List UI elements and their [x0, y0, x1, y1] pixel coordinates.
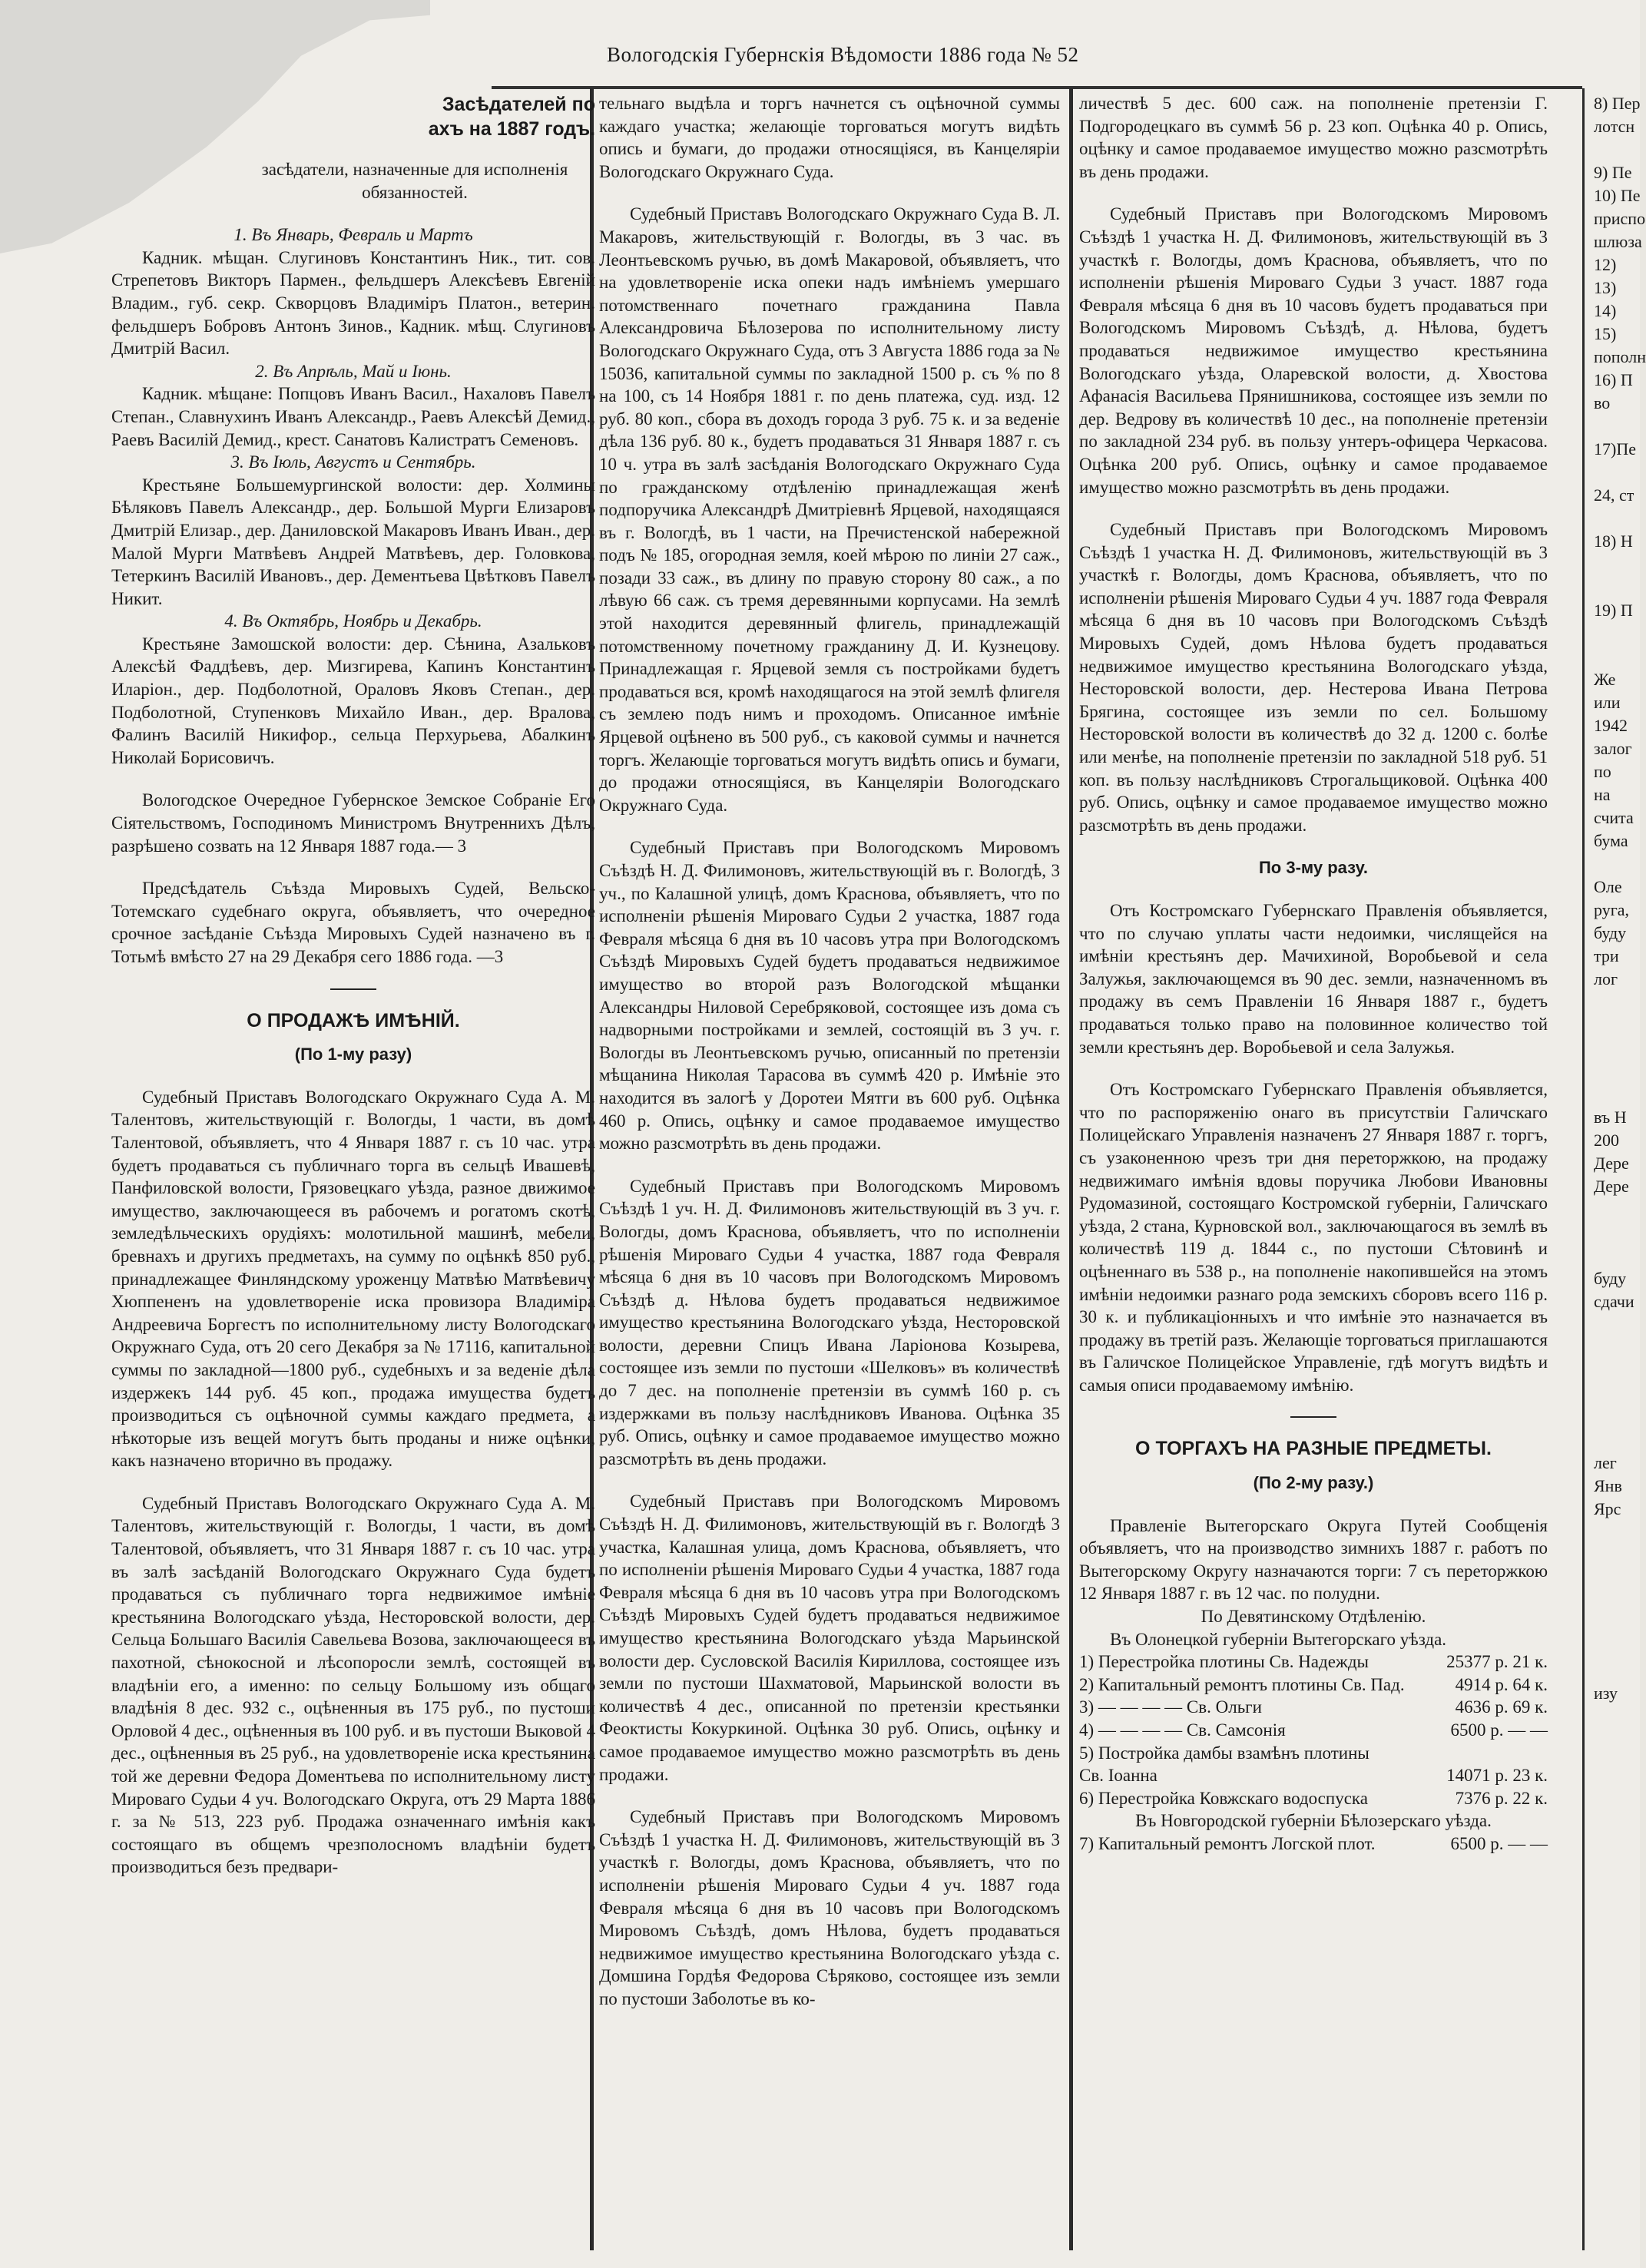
sale-notice: Судебный Приставъ при Вологодскомъ Мировомъ Съѣздѣ Н. Д. Филимоновъ, жительствующій въ г. Вологдѣ, 3 уч., по Калашной улицѣ, домъ Краснова, объявляетъ, что по исполненіи рѣшенія Мироваго Судьи 2 участка, 1887 года Февраля мѣсяца 6 дня въ 10 часовъ утра при Вологодскомъ Съѣздѣ Мировыхъ Судей будетъ продаваться недвижимое имущество во второй разъ Вологодской мѣщанки Александры Ниловой Серебряковой, состоящее изъ дома съ надворными постройками и землей, состоящій въ 3 уч. г. Вологды въ Леонтьевскомъ ручью, описанный по претензіи мѣщанина Николая Тарасова въ суммѣ 420 р. Имѣніе это находится въ залогѣ у Доротеи Мятги въ 600 руб. Оцѣнка 460 р. Опись, оцѣнку и самое продаваемое имущество можно разсмотрѣть въ день продажи.	[599, 838, 1060, 1154]
fragment-line	[1594, 991, 1640, 1014]
fragment-line: 8) Пер	[1594, 94, 1641, 113]
quarter-text: Кадник. мѣщан. Слугиновъ Константинъ Ник., тит. сов. Стрепетовъ Викторъ Пармен., фельдшеръ Алексѣевъ Евгеній Владим., губ. секр. Скворцовъ Владиміръ Платон., ветерин. фельдшеръ Бобровъ Антонъ Зинов., Кадник. мѣщ. Слугиновъ Дмитрій Васил.	[111, 247, 595, 359]
quarter-text: Крестьяне Замошской волости: дер. Сѣнина, Азальковъ Алексѣй Фаддѣевъ, дер. Мизгирева, Капинъ Константинъ Иларіон., дер. Подболотной, Ораловъ Яковъ Степан., дер. Подболотной, Ступенковъ Михайло Иван., дер. Вралова, Фалинъ Василій Никифор., сельца Перхурьева, Абалкинъ Николай Борисовичъ.	[111, 634, 595, 767]
assessors-header	[111, 92, 595, 141]
tender-list	[1079, 1651, 1548, 1809]
fragment-line: 200	[1594, 1131, 1619, 1150]
fragment-line	[1594, 1083, 1640, 1106]
column-1	[111, 92, 595, 2258]
quarter-title: 3. Въ Іюль, Августъ и Сентябрь.	[230, 452, 476, 472]
fragment-line: 14)	[1594, 301, 1617, 320]
fragment-line	[1594, 1429, 1640, 1452]
fragment-line	[1594, 1544, 1640, 1567]
section-subtitle: (По 1-му разу)	[294, 1045, 412, 1064]
fragment-line	[1594, 461, 1640, 484]
fragment-line	[1594, 1636, 1640, 1659]
fragment-line	[1594, 553, 1640, 576]
column-4-fragment	[1594, 92, 1646, 2258]
fragment-line: лег	[1594, 1453, 1617, 1472]
fragment-line	[1594, 1405, 1640, 1429]
section-title: О ПРОДАЖѢ ИМѢНІЙ.	[247, 1009, 460, 1031]
quarter-text: Кадник. мѣщане: Попцовъ Иванъ Васил., Нахаловъ Павелъ Степан., Славнухинъ Иванъ Александр., Раевъ Алексѣй Демид., Раевъ Василій Демид., крест. Санатовъ Калистратъ Семеновъ.	[111, 384, 595, 449]
sale-notice: Судебный Приставъ Вологодскаго Окружнаго Суда А. М. Талентовъ, жительствующій г. Вологды, 1 части, въ домѣ Талентовой, объявляетъ, что 31 Января 1887 г. съ 10 час. утра въ залѣ засѣданій Вологодскаго Окружнаго Суда будетъ продаваться съ публичнаго торга недвижимое имѣніе крестьянина Вологодскаго уѣзда, Несторовской волости, дер. Сельца Большаго Василія Савельева Возова, заключающееся въ пахотной, сѣнокосной и лѣсопоросли землѣ, состоящей въ владѣніи его, а именно: по сельцу Большому изъ общаго владѣнія 8 дес. 932 с., оцѣненныя въ 175 руб., по пустоши Орловой 4 дес., оцѣненныя въ 100 руб. и въ пустоши Выковой 4 дес., оцѣненныя въ 25 руб., на удовлетвореніе иска крестьянина той же деревни Федора Доментьева по исполнительному листу Мироваго Судьи 4 уч. Вологодскаго Округа, отъ 29 Марта 1886 г. за № 513, 223 руб. Продажа означеннаго имѣнія какъ состоящаго въ общемъ чрезполосномъ владѣніи будетъ производиться безъ предвари-	[111, 1493, 595, 1877]
column-divider	[1069, 88, 1073, 2250]
fragment-line	[1594, 1014, 1640, 1037]
fragment-line: 24, ст	[1594, 485, 1634, 505]
fragment-line: или	[1594, 693, 1621, 712]
fragment-line	[1594, 1382, 1640, 1405]
fragment-line: буду	[1594, 923, 1627, 942]
fragment-line: въ Н	[1594, 1108, 1627, 1127]
fragment-line: руга,	[1594, 900, 1629, 919]
fragment-line	[1594, 1037, 1640, 1060]
fragment-line: счита	[1594, 808, 1634, 827]
separator	[1290, 1416, 1336, 1418]
tender-list-item	[1079, 1833, 1548, 1856]
fragment-line	[1594, 1659, 1640, 1682]
section-subtitle: (По 2-му разу.)	[1253, 1473, 1374, 1493]
tender-notice: Правленіе Вытегорскаго Округа Путей Сообщенія объявляетъ, что на производство зимнихъ 1887 г. работъ по Вытегорскому Округу назначаются торги: 7 съ переторжкою 12 Января 1887 г. въ 12 час. по полудни.	[1079, 1515, 1548, 1604]
fragment-line: 18) Н	[1594, 531, 1633, 551]
sale-notice: Отъ Костромскаго Губернскаго Правленія объявляется, что по случаю уплаты части недоимки, числящейся на имѣніи крестьянъ дер. Мачихиной, Воробьевой и села Залужья, заключающемся въ 90 дес. земли, назначенномъ въ продажу въ семъ Правленіи 16 Января 1887 г., будетъ продаваться только право на половинное количество той земли крестьянъ дер. Воробьевой и села Залужья.	[1079, 901, 1548, 1057]
tender-list-item	[1079, 1764, 1548, 1787]
sale-notice: Судебный Приставъ при Вологодскомъ Мировомъ Съѣздѣ 1 участка Н. Д. Филимоновъ, жительствующій въ 3 участкѣ г. Вологды, домъ Краснова, объявляетъ, что по исполненіи рѣшенія Мироваго Судьи 4 уч. 1887 года Февраля мѣсяца 6 дня въ 10 часовъ при Вологодскомъ Съѣздѣ Мировыхъ Судей, домъ Нѣлова будетъ продаваться недвижимое имущество крестьянина Вологодскаго уѣзда, Несторовской волости, дер. Нестерова Ивана Петрова Брягина, состоящее изъ земли по сел. Большому Несторовской волости въ количествѣ до 32 д. 1200 с. болѣе или менѣе, на пополненіе претензіи по закладной 518 руб. 51 коп. въ пользу наслѣдниковъ Строгальщиковой. Оцѣнка 400 руб. Опись, оцѣнку и самое продаваемое имущество можно разсмотрѣть въ день продажи.	[1079, 520, 1548, 835]
department-heading: По Девятинскому Отдѣленію.	[1201, 1607, 1426, 1627]
fragment-line: буду	[1594, 1269, 1627, 1288]
fragment-line: Янв	[1594, 1476, 1622, 1495]
fragment-line: сдачи	[1594, 1292, 1634, 1311]
fragment-line	[1594, 1336, 1640, 1359]
sale-notice: Судебный Приставъ при Вологодскомъ Мировомъ Съѣздѣ 1 участка Н. Д. Филимоновъ, жительствующій въ 3 участкѣ г. Вологды, домъ Краснова, объявляетъ, что по исполненіи рѣшенія Мироваго Судьи 4 уч. 1887 года Февраля мѣсяца 6 дня въ 10 часовъ при Вологодскомъ Мировомъ Съѣздѣ, домъ Нѣлова, будетъ продаваться недвижимое имущество крестьянина Вологодскаго уѣзда с. Домшина Гордѣя Федорова Сѣряково, состоящее изъ земли по пустоши Заболотье въ ко-	[599, 1807, 1060, 2008]
separator	[330, 988, 376, 990]
quarter-title: 2. Въ Апрѣль, Май и Іюнь.	[255, 361, 452, 381]
assessors-header-line: ахъ на 1887 годъ.	[428, 118, 595, 140]
assessors-intro: засѣдатели, назначенные для исполненія обязанностей.	[261, 160, 568, 202]
tender-list-item	[1079, 1696, 1548, 1719]
fragment-line: лотсн	[1594, 117, 1635, 136]
fragment-line	[1594, 576, 1640, 599]
fragment-line: лог	[1594, 969, 1618, 988]
sale-notice: Судебный Приставъ при Вологодскомъ Мировомъ Съѣздѣ Н. Д. Филимоновъ, жительствующій въ г. Вологдѣ 3 участка, Калашная улица, домъ Краснова, объявляетъ, что по исполненіи рѣшенія Мироваго Судьи 4 участка, 1887 года Февраля мѣсяца 6 дня въ 10 часовъ утра при Вологодскомъ Съѣздѣ Мировыхъ Судей будетъ продаваться недвижимое имущество крестьянина Вологодскаго уѣзда Марьинской волости дер. Сусловской Василія Кириллова, состоящее изъ земли по пустоши Шахматовой, Марьинской волости въ количествѣ 4 дес., описанной по претензіи крестьянки Феоктисты Кокуркиной. Оцѣнка 30 руб. Опись, оцѣнку и самое продаваемое имущество можно разсмотрѣть въ день продажи.	[599, 1492, 1060, 1784]
assessors-header-line: Засѣдателей по	[442, 94, 595, 115]
fragment-line: три	[1594, 946, 1619, 965]
fragment-line: по	[1594, 762, 1611, 781]
province-heading: Въ Новгородской губерніи Бѣлозерскаго уѣзда.	[1135, 1811, 1492, 1831]
fragment-line	[1594, 1521, 1640, 1544]
section-title: О ТОРГАХЪ НА РАЗНЫЕ ПРЕДМЕТЫ.	[1135, 1438, 1492, 1460]
tender-list-item	[1079, 1651, 1548, 1674]
fragment-line: 17)Пе	[1594, 439, 1636, 459]
tender-item-name: 1) Перестройка плотины Св. Надежды	[1079, 1652, 1369, 1672]
fragment-line	[1594, 1221, 1640, 1244]
fragment-line: залог	[1594, 739, 1632, 758]
fragment-line: 12)	[1594, 255, 1617, 274]
fragment-line: 16) П	[1594, 370, 1633, 389]
fragment-line	[1594, 1198, 1640, 1221]
fragment-line	[1594, 1313, 1640, 1336]
tender-list-item	[1079, 1719, 1548, 1742]
tender-item-sum: 6500 р. — —	[1450, 1720, 1548, 1740]
fragment-line	[1594, 1590, 1640, 1613]
section-subtitle: По 3-му разу.	[1258, 858, 1368, 878]
fragment-line	[1594, 1567, 1640, 1590]
fragment-line	[1594, 507, 1640, 530]
fragment-line	[1594, 415, 1640, 438]
fragment-line	[1594, 138, 1640, 161]
sale-notice-continued: личествѣ 5 дес. 600 саж. на пополненіе претензіи Г. Подгородецкаго въ суммѣ 56 р. 23 коп. Оцѣнка 40 р. Опись, оцѣнку и самое продаваемое имущество можно разсмотрѣть въ день продажи.	[1079, 94, 1548, 181]
fragment-line: 1942	[1594, 716, 1628, 735]
fragment-line: шлюза	[1594, 232, 1642, 251]
tender-item-name: 4) — — — — Св. Самсонія	[1079, 1720, 1286, 1740]
column-2	[599, 92, 1060, 2258]
tender-item-name: Св. Іоанна	[1079, 1766, 1157, 1786]
tender-item-name: 7) Капитальный ремонтъ Логской плот.	[1079, 1833, 1376, 1853]
tender-item-name: 3) — — — — Св. Ольги	[1079, 1697, 1262, 1717]
fragment-line	[1594, 1359, 1640, 1382]
tender-item-sum: 6500 р. — —	[1450, 1833, 1548, 1853]
masthead: Вологодскія Губернскія Вѣдомости 1886 года № 52	[607, 43, 1079, 66]
tender-item-name: 5) Постройка дамбы взамѣнъ плотины	[1079, 1743, 1369, 1763]
fragment-line: 9) Пе	[1594, 163, 1632, 182]
tender-item-sum: 4914 р. 64 к.	[1455, 1674, 1548, 1694]
tender-item-name: 6) Перестройка Ковжскаго водоспуска	[1079, 1788, 1368, 1808]
column-divider	[1582, 88, 1585, 2250]
sale-notice-continued: тельнаго выдѣла и торгъ начнется съ оцѣночной суммы каждаго участка; желающіе торговаться могутъ видѣть опись и бумаги, до продажи относящіяся, въ Канцеляріи Вологодскаго Окружнаго Суда.	[599, 94, 1060, 181]
fragment-line	[1594, 1613, 1640, 1636]
top-rule	[492, 86, 1582, 89]
column-3	[1079, 92, 1548, 2258]
fragment-line: пополн	[1594, 347, 1646, 366]
sale-notice: Отъ Костромскаго Губернскаго Правленія объявляется, что по распоряженію онаго въ присутствіи Галичскаго Полицейскаго Управленія назначенъ 27 Января 1887 г. торгъ, съ узаконенною чрезъ три дня переторжкою, на продажу недвижимаго имѣнія вдовы поручика Любови Ивановны Рудомазиной, состоящаго Костромской губерніи, Галичскаго уѣзда, 2 стана, Курновской вол., заключающагося въ землѣ въ количествѣ 119 д. 1844 с., по пустоши Сѣтовинѣ и оцѣненнаго въ 538 р., на пополненіе накопившейся на этомъ имѣніи недоимки разнаго рода земскихъ сборовъ всего 116 р. 30 к. и публикаціонныхъ и что имѣніе это назначается въ продажу въ третій разъ. Желающіе торговаться приглашаются въ Галичское Полицейское Управленіе, гдѣ могутъ видѣть и самыя описи продаваемому имѣнію.	[1079, 1080, 1548, 1395]
fragment-line	[1594, 1244, 1640, 1267]
fragment-line: 19) П	[1594, 601, 1633, 620]
fragment-line: 13)	[1594, 278, 1617, 297]
quarter-text: Крестьяне Большемургинской волости: дер. Холмины Бѣляковъ Павелъ Александр., дер. Большой Мурги Елизаровъ Дмитрій Елизар., дер. Даниловской Макаровъ Иванъ Иван., дер. Малой Мурги Матвѣевъ Андрей Матвѣевъ, дер. Головкова, Тетеркинъ Василій Ивановъ., дер. Дементьева Цвѣтковъ Павелъ Никит.	[111, 475, 595, 608]
sale-notice: Судебный Приставъ при Вологодскомъ Мировомъ Съѣздѣ 1 уч. Н. Д. Филимоновъ жительствующій въ 3 уч. г. Вологды, домъ Краснова, объявляетъ, что по исполненіи рѣшенія Мироваго Судьи 4 участка, 1887 года Февраля мѣсяца 6 дня въ 10 часовъ при Вологодскомъ Мировомъ Съѣздѣ д. Нѣлова будетъ продаваться недвижимое имущество крестьянина Вологодскаго уѣзда, Несторовской волости, деревни Спицъ Ивана Ларіонова Козырева, состоящее изъ земли по пустоши «Шелковъ» въ количествѣ до 7 дес. на пополненіе претензіи въ суммѣ 160 р. съ издержками въ пользу наслѣдниковъ Иванова. Оцѣнка 35 руб. Опись, оцѣнку и самое продаваемое имущество можно разсмотрѣть въ день продажи.	[599, 1176, 1060, 1468]
quarter-title: 4. Въ Октябрь, Ноябрь и Декабрь.	[224, 611, 482, 631]
fragment-line: Ярс	[1594, 1499, 1621, 1518]
fragment-line: 15)	[1594, 324, 1617, 343]
tender-item-sum: 25377 р. 21 к.	[1446, 1652, 1548, 1672]
fragment-line: приспо	[1594, 209, 1646, 228]
fragment-line	[1594, 1060, 1640, 1083]
fragment-line: бума	[1594, 831, 1628, 850]
quarter-title: 1. Въ Январь, Февраль и Мартъ	[233, 225, 473, 245]
tender-item-sum: 14071 р. 23 к.	[1446, 1766, 1548, 1786]
sale-notice: Судебный Приставъ Вологодскаго Окружнаго Суда А. М. Талентовъ, жительствующій г. Вологды, 1 части, въ домѣ Талентовой, объявляетъ, что 4 Января 1887 г. съ 10 час. утра будетъ продаваться съ публичнаго торга въ сельцѣ Ивашевѣ, Панфиловской волости, Грязовецкаго уѣзда, разное движимое имущество, заключающееся въ рабочемъ и рогатомъ скотѣ, земледѣльческихъ орудіяхъ: молотильной машинѣ, мебели, бревнахъ и другихъ предметахъ, на сумму по оцѣнкѣ 850 руб., принадлежащее Финляндскому уроженцу Матвѣю Матвѣевичу Хюппененъ на удовлетвореніе иска провизора Владиміра Андреевича Боргестъ по исполнительному листу Вологодскаго Окружнаго Суда, отъ 20 сего Декабря за № 17116, капитальной суммы по закладной—1800 руб., судебныхъ и за веденіе дѣла издержекъ 144 руб. 45 коп., продажа имущества будетъ производиться съ оцѣночной суммы каждаго предмета, а нѣкоторые изъ вещей могутъ быть проданы и ниже оцѣнки, какъ назначено вторично въ продажу.	[111, 1087, 595, 1471]
tender-item-sum: 7376 р. 22 к.	[1455, 1788, 1548, 1808]
sale-notice: Судебный Приставъ Вологодскаго Окружнаго Суда В. Л. Макаровъ, жительствующій г. Вологды, въ 3 час. въ Леонтьевскомъ ручью, въ домѣ Макаровой, объявляетъ, что на удовлетвореніе иска опеки надъ имѣніемъ умершаго потомственнаго почетнаго гражданина Павла Александровича Бѣлозерова по исполнительному листу Вологодскаго Окружнаго Суда, отъ 3 Августа 1886 года за № 15036, капитальной суммы по закладной 1500 р. съ % по 8 на 100, съ 14 Ноября 1881 г. по день платежа, суд. изд. 12 руб. 80 коп., сбора въ доходъ города 3 руб. 75 к. и за веденіе дѣла 136 руб. 80 к., будетъ продаваться 31 Января 1887 г. съ 10 ч. утра въ залѣ засѣданія Вологодскаго Окружнаго Суда по гражданскому отдѣленію принадлежащая женѣ подпоручика Александрѣ Дмитріевнѣ Ярцевой, находящаяся въ г. Вологдѣ, въ 1 части, на Пречистенской набережной подъ № 185, огородная земля, коей мѣрою по линіи 27 саж., позади 33 саж., въ длину по правую сторону 80 саж., а по лѣвую 66 саж. съ тремя деревянными корпусами. На землѣ этой находится деревянный флигель, принадлежащій потомственному почетному гражданину Д. И. Кузнецову. Принадлежащая г. Ярцевой земля съ постройками будетъ продаваться вся, кромѣ находящагося на этой землѣ флигеля съ землею подъ нимъ и проходомъ. Описанное имѣніе Ярцевой оцѣнено въ 500 руб., съ каковой суммы и начнется торгъ. Желающіе торговаться могутъ видѣть опись и бумаги, до продажи относящіяся, въ Канцеляріи Вологодскаго Окружнаго Суда.	[599, 204, 1060, 815]
tender-list-item	[1079, 1787, 1548, 1810]
province-heading: Въ Олонецкой губерніи Вытегорскаго уѣзда.	[1110, 1629, 1447, 1649]
fragment-line	[1594, 622, 1640, 645]
fragment-line: 10) Пе	[1594, 186, 1641, 205]
sale-notice: Судебный Приставъ при Вологодскомъ Мировомъ Съѣздѣ 1 участка Н. Д. Филимоновъ, жительствующій въ 3 участкѣ г. Вологды, домъ Краснова, объявляетъ, что по исполненіи рѣшенія Мироваго Судьи 3 участ. 1887 года Февраля мѣсяца 6 дня въ 10 часовъ будетъ продаваться при Вологодскомъ Мировомъ Съѣздѣ, д. Нѣлова, будетъ продаваться недвижимое имущество крестьянина Вологодскаго уѣзда, Оларевской волости, д. Хвостова Афанасія Васильева Прянишникова, состоящее изъ земли по дер. Ведрову въ количествѣ 10 дес., на пополненіе претензіи по закладной 234 руб. въ пользу унтеръ-офицера Черкасова. Оцѣнка 200 руб. Опись, оцѣнку и самое продаваемое имущество можно разсмотрѣть въ день продажи.	[1079, 204, 1548, 497]
notice: Вологодское Очередное Губернское Земское Собраніе Его Сіятельствомъ, Господиномъ Министромъ Внутреннихъ Дѣлъ, разрѣшено созвать на 12 Января 1887 года.— 3	[111, 790, 595, 856]
tender-item-name: 2) Капитальный ремонтъ плотины Св. Пад.	[1079, 1674, 1405, 1694]
tender-list-item	[1079, 1742, 1548, 1765]
fragment-line: Дере	[1594, 1177, 1629, 1196]
fragment-line: Же	[1594, 670, 1616, 689]
fragment-line: во	[1594, 393, 1611, 412]
tender-item-sum: 4636 р. 69 к.	[1455, 1697, 1548, 1717]
fragment-line: Оле	[1594, 877, 1622, 896]
notice: Предсѣдатель Съѣзда Мировыхъ Судей, Вельско-Тотемскаго судебнаго округа, объявляетъ, что очередное срочное засѣданіе Съѣзда Мировыхъ Судей назначено въ г. Тотьмѣ вмѣсто 27 на 29 Декабря сего 1886 года. —3	[111, 879, 595, 966]
tender-list-item	[1079, 1674, 1548, 1697]
fragment-line	[1594, 853, 1640, 876]
fragment-line: изу	[1594, 1684, 1618, 1703]
fragment-line: Дере	[1594, 1154, 1629, 1173]
fragment-line	[1594, 645, 1640, 668]
fragment-line: на	[1594, 785, 1611, 804]
